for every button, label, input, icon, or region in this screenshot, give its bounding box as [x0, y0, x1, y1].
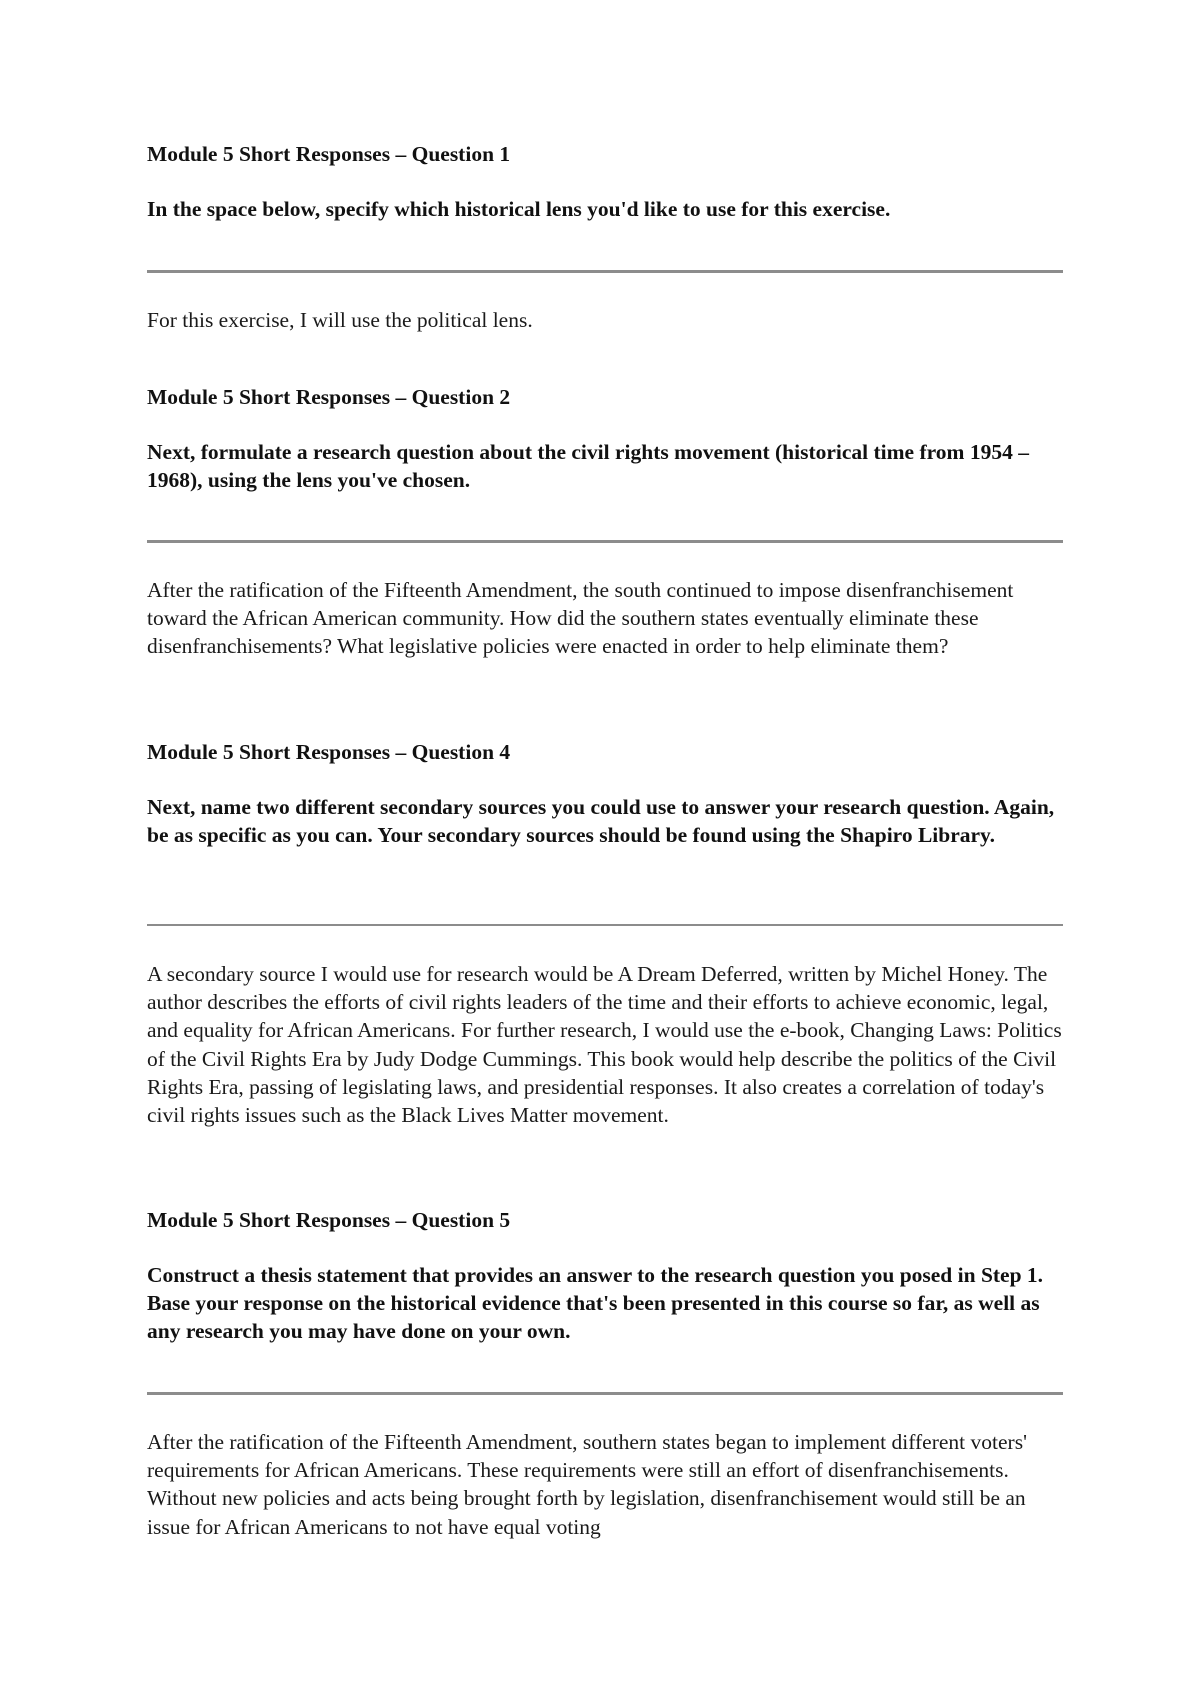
question-1-section — [147, 140, 1063, 332]
question-2-divider — [147, 540, 1063, 543]
question-2-section — [147, 383, 1063, 659]
question-1-prompt: In the space below, specify which historical lens you'd like to use for this exercise. — [147, 197, 891, 221]
question-5-section — [147, 1206, 1063, 1539]
question-1-divider — [147, 270, 1063, 273]
question-5-answer: After the ratification of the Fifteenth Amendment, southern states began to implement different voters' requirements for African Americans. These requirements were still an effort of disenfranchisements. Without new policies and acts being brought forth by legislation, disenfranchisement would still be an issue for African Americans to not have equal voting — [147, 1430, 1027, 1539]
question-1-answer: For this exercise, I will use the political lens. — [147, 308, 533, 332]
question-2-prompt: Next, formulate a research question about the civil rights movement (historical time from 1954 – 1968), using the lens you've chosen. — [147, 440, 1029, 492]
question-4-answer: A secondary source I would use for research would be A Dream Deferred, written by Michel Honey. The author describes the efforts of civil rights leaders of the time and their efforts to achieve economic, legal, and equality for African Americans. For further research, I would use the e-book, Changing Laws: Politics of the Civil Rights Era by Judy Dodge Cummings. This book would help describe the politics of the Civil Rights Era, passing of legislating laws, and presidential responses. It also creates a correlation of today's civil rights issues such as the Black Lives Matter movement. — [147, 962, 1062, 1128]
question-4-divider — [147, 924, 1063, 926]
question-5-prompt: Construct a thesis statement that provides an answer to the research question you posed in Step 1. Base your response on the historical evidence that's been presented in this course so far, as well as any research you may have done on your own. — [147, 1263, 1044, 1343]
question-4-heading: Module 5 Short Responses – Question 4 — [147, 740, 511, 764]
question-5-heading: Module 5 Short Responses – Question 5 — [147, 1208, 511, 1232]
question-1-heading: Module 5 Short Responses – Question 1 — [147, 142, 511, 166]
question-4-prompt: Next, name two different secondary sources you could use to answer your research question. Again, be as specific as you can. Your secondary sources should be found using the Shapiro Library. — [147, 795, 1055, 847]
question-2-heading: Module 5 Short Responses – Question 2 — [147, 385, 511, 409]
question-4-section — [147, 738, 1063, 1128]
question-5-divider — [147, 1392, 1063, 1395]
question-2-answer: After the ratification of the Fifteenth Amendment, the south continued to impose disenfranchisement toward the African American community. How did the southern states eventually eliminate these disenfranchisements? What legislative policies were enacted in order to help eliminate them? — [147, 578, 1014, 659]
